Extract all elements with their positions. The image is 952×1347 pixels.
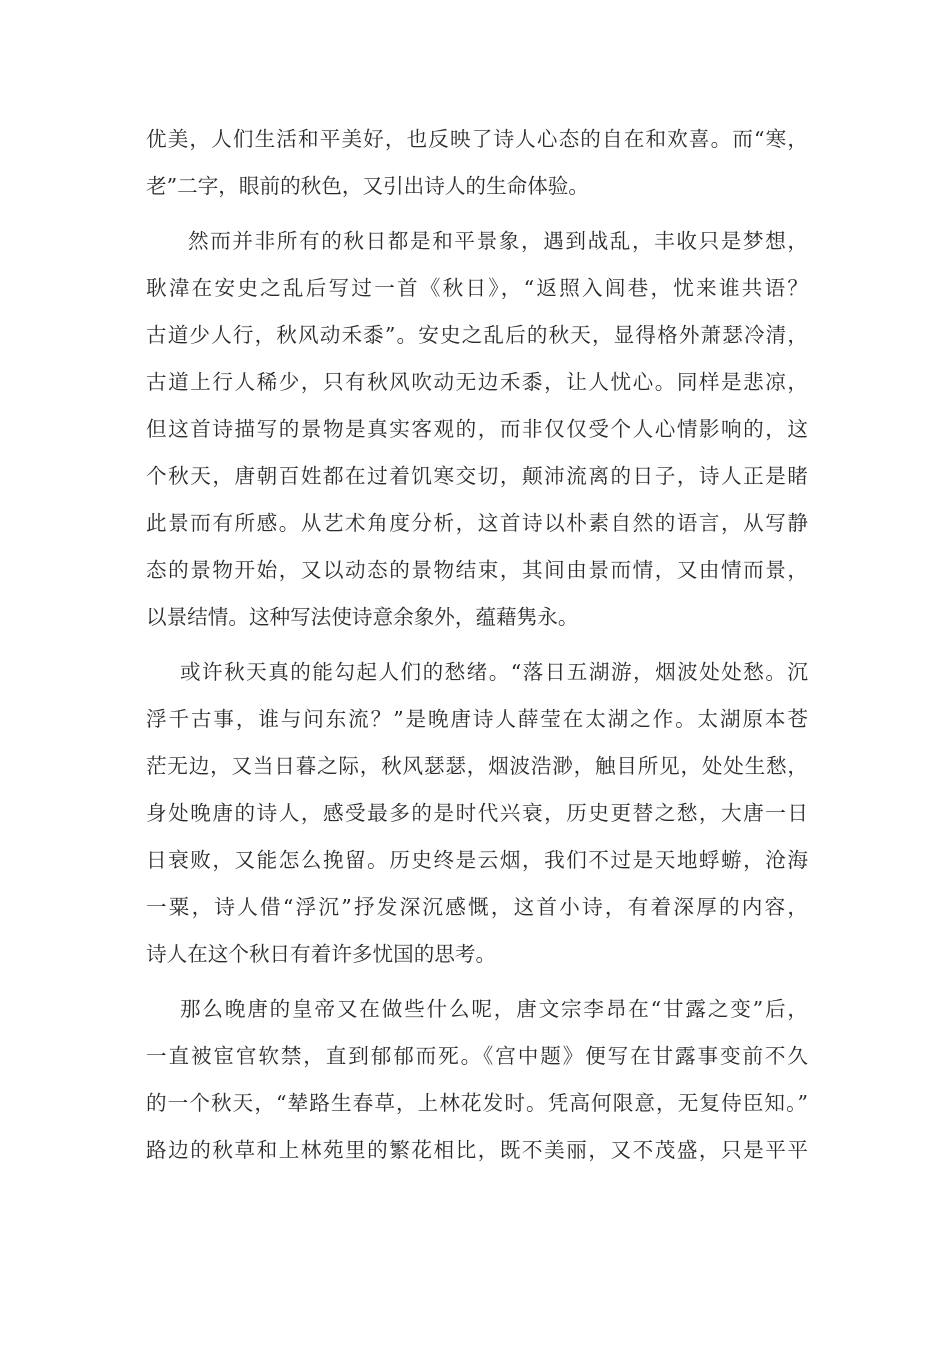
paragraph-late-tang-emperor: [146, 986, 808, 1174]
text-line: 茫无边，又当日暮之际，秋风瑟瑟，烟波浩渺，触目所见，处处生愁，: [146, 754, 808, 778]
paragraph-continuation: [146, 116, 808, 210]
text-line: 态的景物开始，又以动态的景物结束，其间由景而情，又由情而景，: [146, 558, 808, 582]
text-line: 老”二字，眼前的秋色，又引出诗人的生命体验。: [146, 174, 589, 198]
text-line: 身处晚唐的诗人，感受最多的是时代兴衰，历史更替之愁，大唐一日: [146, 801, 808, 825]
text-line: 然而并非所有的秋日都是和平景象，遇到战乱，丰收只是梦想，: [188, 229, 808, 253]
text-line: 以景结情。这种写法使诗意余象外，蕴藉隽永。: [146, 605, 579, 629]
paragraph-autumn-sorrow: [146, 649, 808, 978]
text-line: 那么晚唐的皇帝又在做些什么呢，唐文宗李昂在“甘露之变”后，: [180, 997, 808, 1021]
text-line: 或许秋天真的能勾起人们的愁绪。“落日五湖游，烟波处处愁。沉: [180, 660, 808, 684]
text-line: 诗人在这个秋日有着许多忧国的思考。: [146, 942, 497, 966]
text-line: 日衰败，又能怎么挽留。历史终是云烟，我们不过是天地蜉蝣，沧海: [146, 848, 808, 872]
text-line: 此景而有所感。从艺术角度分析，这首诗以朴素自然的语言，从写静: [146, 511, 808, 535]
text-line: 的一个秋天，“辇路生春草，上林花发时。凭高何限意，无复侍臣知。”: [146, 1091, 808, 1115]
text-line: 个秋天，唐朝百姓都在过着饥寒交切，颠沛流离的日子，诗人正是睹: [146, 464, 808, 488]
text-line: 优美，人们生活和平美好，也反映了诗人心态的自在和欢喜。而“寒，: [146, 127, 808, 151]
text-line: 古道上行人稀少，只有秋风吹动无边禾黍，让人忧心。同样是悲凉，: [146, 370, 808, 394]
text-line: 但这首诗描写的景物是真实客观的，而非仅仅受个人心情影响的，这: [146, 417, 808, 441]
text-line: 一粟，诗人借“浮沉”抒发深沉感慨，这首小诗，有着深厚的内容，: [146, 895, 808, 919]
text-line: 耿湋在安史之乱后写过一首《秋日》，“返照入闾巷，忧来谁共语？: [146, 276, 808, 300]
text-line: 浮千古事，谁与问东流？”是晚唐诗人薛莹在太湖之作。太湖原本苍: [146, 707, 808, 731]
text-line: 路边的秋草和上林苑里的繁花相比，既不美丽，又不茂盛，只是平平: [146, 1138, 808, 1162]
paragraph-autumn-war: [146, 218, 808, 641]
document-page: [146, 116, 808, 1174]
text-line: 古道少人行，秋风动禾黍”。安史之乱后的秋天，显得格外萧瑟冷清，: [146, 323, 808, 347]
text-line: 一直被宦官软禁，直到郁郁而死。《宫中题》便写在甘露事变前不久: [146, 1044, 808, 1068]
